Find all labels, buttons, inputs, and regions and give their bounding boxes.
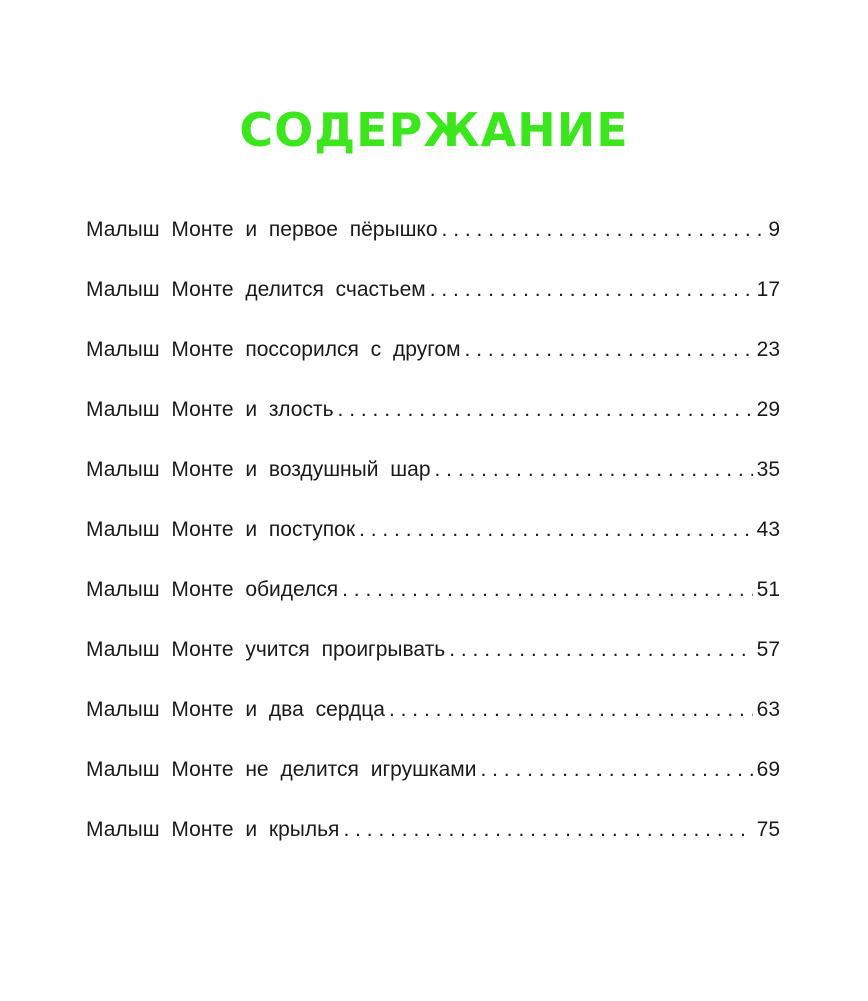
toc-entry-page-number: 23	[756, 338, 780, 361]
dot-leader	[480, 740, 752, 800]
dot-leader	[359, 500, 753, 560]
toc-entry[interactable]	[86, 560, 780, 620]
toc-entry[interactable]	[86, 380, 780, 440]
dot-leader	[342, 560, 753, 620]
toc-entry-title: Малыш Монте поссорился с другом	[86, 338, 461, 361]
dot-leader	[430, 260, 753, 320]
toc-entry[interactable]	[86, 680, 780, 740]
toc-entry[interactable]	[86, 440, 780, 500]
toc-entry-page-number: 17	[756, 278, 780, 301]
toc-entry-page-number: 9	[768, 218, 780, 241]
toc-entry[interactable]	[86, 500, 780, 560]
toc-entry[interactable]	[86, 800, 780, 860]
dot-leader	[389, 680, 753, 740]
dot-leader	[343, 800, 752, 860]
toc-entry-page-number: 29	[756, 398, 780, 421]
toc-entry-title: Малыш Монте и крылья	[86, 818, 340, 841]
toc-entry-title: Малыш Монте не делится игрушками	[86, 758, 477, 781]
dot-leader	[338, 380, 753, 440]
toc-entry-title: Малыш Монте и первое пёрышко	[86, 218, 438, 241]
toc-entry-page-number: 75	[756, 818, 780, 841]
toc-entry-page-number: 35	[756, 458, 780, 481]
table-of-contents	[86, 200, 780, 860]
toc-entry-title: Малыш Монте делится счастьем	[86, 278, 426, 301]
toc-entry-title: Малыш Монте и два сердца	[86, 698, 385, 721]
toc-entry-title: Малыш Монте и поступок	[86, 518, 356, 541]
dot-leader	[449, 620, 752, 680]
toc-entry-page-number: 57	[756, 638, 780, 661]
dot-leader	[442, 200, 765, 260]
toc-entry-page-number: 43	[756, 518, 780, 541]
toc-entry[interactable]	[86, 200, 780, 260]
toc-entry[interactable]	[86, 320, 780, 380]
toc-entry-title: Малыш Монте и злость	[86, 398, 334, 421]
toc-entry-page-number: 51	[756, 578, 780, 601]
page-title: СОДЕРЖАНИЕ	[239, 103, 629, 157]
dot-leader	[435, 440, 753, 500]
toc-entry[interactable]	[86, 740, 780, 800]
toc-entry[interactable]	[86, 620, 780, 680]
toc-entry-page-number: 63	[756, 698, 780, 721]
toc-entry-title: Малыш Монте учится проигрывать	[86, 638, 446, 661]
toc-entry-title: Малыш Монте обиделся	[86, 578, 339, 601]
dot-leader	[465, 320, 753, 380]
toc-entry[interactable]	[86, 260, 780, 320]
toc-entry-title: Малыш Монте и воздушный шар	[86, 458, 431, 481]
toc-entry-page-number: 69	[756, 758, 780, 781]
